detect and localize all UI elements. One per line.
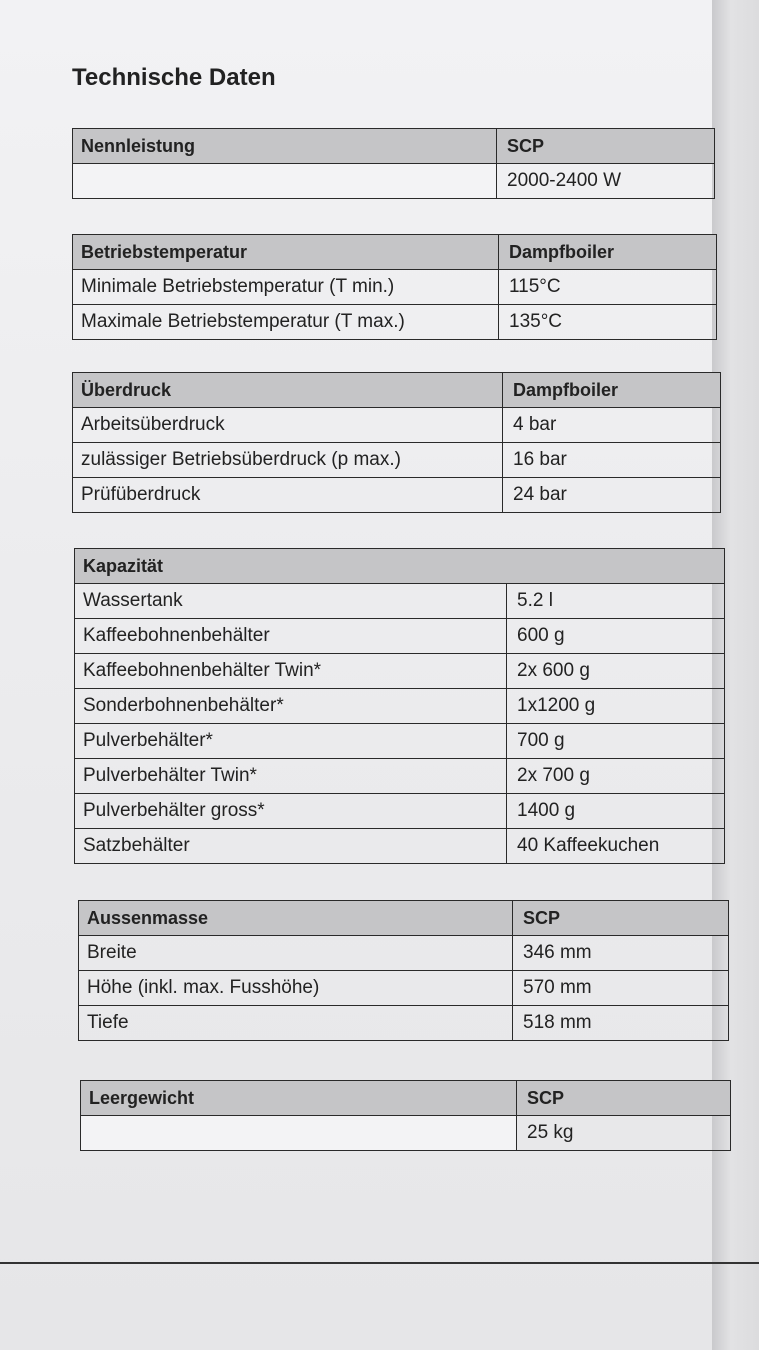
row-label: Minimale Betriebstemperatur (T min.) xyxy=(73,270,499,305)
header-value: SCP xyxy=(517,1081,731,1116)
row-label xyxy=(73,164,497,199)
row-label: Sonderbohnenbehälter* xyxy=(75,689,507,724)
table-row xyxy=(75,759,725,794)
table-header-row xyxy=(75,549,725,584)
table-row xyxy=(75,794,725,829)
row-value: 135°C xyxy=(499,305,717,340)
table-row xyxy=(73,164,715,199)
row-value: 40 Kaffeekuchen xyxy=(507,829,725,864)
header-value: SCP xyxy=(513,901,729,936)
row-value: 518 mm xyxy=(513,1006,729,1041)
table-nennleistung xyxy=(72,128,715,199)
row-label: Pulverbehälter Twin* xyxy=(75,759,507,794)
row-label: Kaffeebohnenbehälter Twin* xyxy=(75,654,507,689)
table-row xyxy=(81,1116,731,1151)
table-row xyxy=(79,971,729,1006)
row-label: Satzbehälter xyxy=(75,829,507,864)
row-value: 16 bar xyxy=(503,443,721,478)
table-betriebstemperatur xyxy=(72,234,717,340)
row-label: zulässiger Betriebsüberdruck (p max.) xyxy=(73,443,503,478)
row-value: 25 kg xyxy=(517,1116,731,1151)
page-title: Technische Daten xyxy=(72,64,276,91)
row-label: Maximale Betriebstemperatur (T max.) xyxy=(73,305,499,340)
header-label: Aussenmasse xyxy=(79,901,513,936)
row-label: Tiefe xyxy=(79,1006,513,1041)
header-label: Betriebstemperatur xyxy=(73,235,499,270)
row-value: 24 bar xyxy=(503,478,721,513)
row-value: 346 mm xyxy=(513,936,729,971)
table-row xyxy=(75,619,725,654)
table-header-row xyxy=(79,901,729,936)
row-value: 115°C xyxy=(499,270,717,305)
table-kapazitaet xyxy=(74,548,725,864)
row-label: Pulverbehälter* xyxy=(75,724,507,759)
row-label: Breite xyxy=(79,936,513,971)
table-row xyxy=(79,1006,729,1041)
row-label: Arbeitsüberdruck xyxy=(73,408,503,443)
row-label: Kaffeebohnenbehälter xyxy=(75,619,507,654)
row-value: 5.2 l xyxy=(507,584,725,619)
header-label: Leergewicht xyxy=(81,1081,517,1116)
row-label: Prüfüberdruck xyxy=(73,478,503,513)
header-value: Dampfboiler xyxy=(503,373,721,408)
table-row xyxy=(75,584,725,619)
row-value: 2000-2400 W xyxy=(497,164,715,199)
table-leergewicht xyxy=(80,1080,731,1151)
header-label: Überdruck xyxy=(73,373,503,408)
page-bottom-rule xyxy=(0,1262,759,1264)
row-label xyxy=(81,1116,517,1151)
table-header-row xyxy=(81,1081,731,1116)
header-label: Nennleistung xyxy=(73,129,497,164)
table-header-row xyxy=(73,235,717,270)
row-label: Pulverbehälter gross* xyxy=(75,794,507,829)
table-row xyxy=(73,305,717,340)
row-label: Wassertank xyxy=(75,584,507,619)
row-value: 4 bar xyxy=(503,408,721,443)
table-row xyxy=(73,443,721,478)
header-value: Dampfboiler xyxy=(499,235,717,270)
row-label: Höhe (inkl. max. Fusshöhe) xyxy=(79,971,513,1006)
table-header-row xyxy=(73,129,715,164)
table-ueberdruck xyxy=(72,372,721,513)
table-row xyxy=(75,654,725,689)
table-row xyxy=(75,689,725,724)
row-value: 570 mm xyxy=(513,971,729,1006)
table-aussenmasse xyxy=(78,900,729,1041)
table-row xyxy=(75,724,725,759)
row-value: 2x 600 g xyxy=(507,654,725,689)
table-row xyxy=(73,478,721,513)
row-value: 600 g xyxy=(507,619,725,654)
table-row xyxy=(75,829,725,864)
table-row xyxy=(73,270,717,305)
header-value: SCP xyxy=(497,129,715,164)
table-row xyxy=(79,936,729,971)
row-value: 1x1200 g xyxy=(507,689,725,724)
header-label: Kapazität xyxy=(75,549,725,584)
row-value: 1400 g xyxy=(507,794,725,829)
table-header-row xyxy=(73,373,721,408)
row-value: 700 g xyxy=(507,724,725,759)
table-row xyxy=(73,408,721,443)
row-value: 2x 700 g xyxy=(507,759,725,794)
